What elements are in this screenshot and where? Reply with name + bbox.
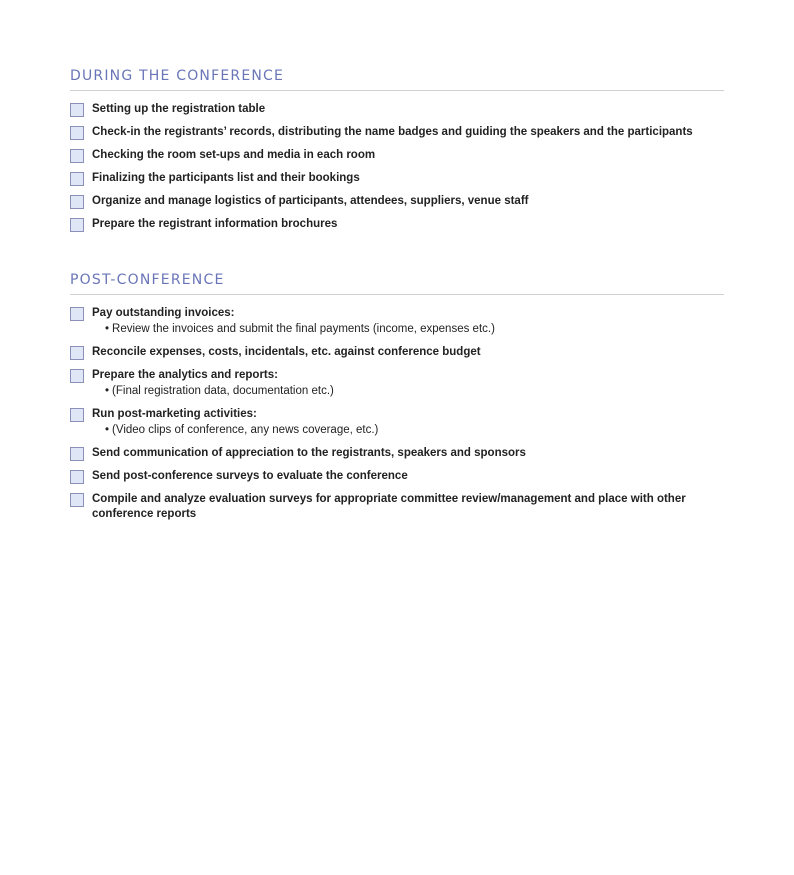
checkbox[interactable] [70,346,84,360]
item-text: Send communication of appreciation to the registrants, speakers and sponsors [92,447,526,459]
item-text: Send post-conference surveys to evaluate the conference [92,470,408,482]
item-text: Organize and manage logistics of participants, attendees, suppliers, venue staff [92,195,529,207]
item-text: Finalizing the participants list and their bookings [92,172,360,184]
checkbox[interactable] [70,126,84,140]
item-text: Prepare the registrant information brochures [92,218,338,230]
checkbox[interactable] [70,447,84,461]
checkbox[interactable] [70,369,84,383]
item-text: Run post-marketing activities: [92,408,257,420]
checklist [70,102,724,232]
sub-item: • Review the invoices and submit the final payments (income, expenses etc.) [105,322,724,337]
checklist [70,306,724,522]
checklist-page [70,0,724,530]
checkbox[interactable] [70,149,84,163]
checklist-item [70,345,724,360]
checkbox[interactable] [70,470,84,484]
checkbox[interactable] [70,172,84,186]
checklist-item [70,102,724,117]
item-text: Reconcile expenses, costs, incidentals, etc. against conference budget [92,346,481,358]
section-title: DURING THE CONFERENCE [70,68,724,91]
checklist-item [70,469,724,484]
sub-list [92,384,724,399]
checklist-item [70,194,724,209]
item-text: Checking the room set-ups and media in each room [92,149,376,161]
checkbox[interactable] [70,218,84,232]
item-text: Compile and analyze evaluation surveys for appropriate committee review/management and place with other conference reports [92,493,686,520]
checklist-item [70,368,724,399]
checkbox[interactable] [70,307,84,321]
item-text: Pay outstanding invoices: [92,307,235,319]
checklist-item [70,171,724,186]
checkbox[interactable] [70,103,84,117]
checklist-item [70,148,724,163]
section-post-conference [70,240,724,522]
checkbox[interactable] [70,195,84,209]
checklist-item [70,492,724,522]
sub-list [92,322,724,337]
section-during-conference [70,0,724,232]
sub-item: • (Video clips of conference, any news coverage, etc.) [105,423,724,438]
checklist-item [70,446,724,461]
item-text: Check-in the registrants’ records, distributing the name badges and guiding the speakers and the participants [92,126,693,138]
section-title: POST-CONFERENCE [70,272,724,295]
checkbox[interactable] [70,493,84,507]
checklist-item [70,407,724,438]
checklist-item [70,217,724,232]
sub-list [92,423,724,438]
checkbox[interactable] [70,408,84,422]
checklist-item [70,306,724,337]
item-text: Prepare the analytics and reports: [92,369,278,381]
sub-item: • (Final registration data, documentation etc.) [105,384,724,399]
item-text: Setting up the registration table [92,103,266,115]
checklist-item [70,125,724,140]
